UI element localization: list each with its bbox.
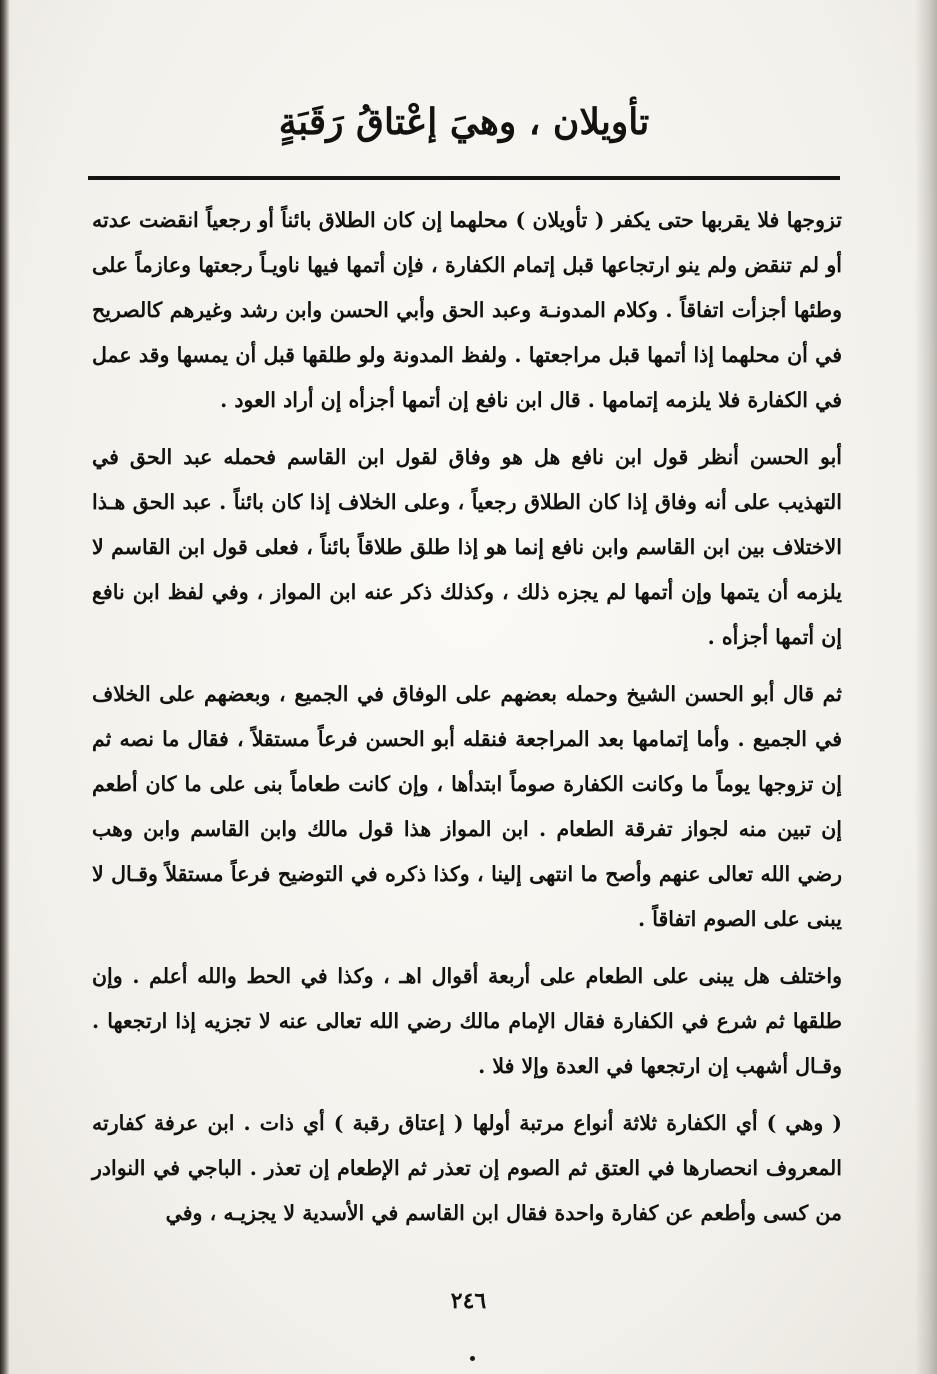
scan-speck: [470, 1356, 475, 1361]
page-left-shadow: [0, 0, 10, 1374]
page-body: [92, 198, 842, 1236]
paragraph-2: أبو الحسن أنظر قول ابن نافع هل هو وفاق لقول ابن القاسم فحمله عبد الحق في التهذيب على أنه وفاق إذا كان الطلاق رجعياً ، وعلى الخلاف إذا كان بائناً . عبد الحق هـذا الاختلاف بين ابن القاسم وابن نافع إنما هو إذا طلق طلاقاً بائناً ، فعلى قول ابن القاسم لا يلزمه أن يتمها وإن أتمها لم يجزه ذلك ، وكذلك ذكر عنه ابن المواز ، وفي لفظ ابن نافع إن أتمها أجزأه .: [92, 445, 842, 649]
paragraph-1: تزوجها فلا يقربها حتى يكفر ( تأويلان ) محلهما إن كان الطلاق بائناً أو رجعياً انقضت عدته أو لم تنقض ولم ينو ارتجاعها قبل إتمام الكفارة ، فإن أتمها فيها ناويـاً رجعتها وعازماً على وطئها أجزأت اتفاقاً . وكلام المدونـة وعبد الحق وأبي الحسن وابن رشد وغيرهم كالصريح في أن محلهما إذا أتمها قبل مراجعتها . ولفظ المدونة ولو طلقها قبل أن يمسها وقد عمل في الكفارة فلا يلزمه إتمامها . قال ابن نافع إن أتمها أجزأه إن أراد العود .: [92, 208, 842, 412]
page-header: [88, 92, 840, 152]
running-title: تأويلان ، وهيَ إعْتاقُ رَقَبَةٍ: [278, 101, 650, 143]
paragraph-5: ( وهي ) أي الكفارة ثلاثة أنواع مرتبة أولها ( إعتاق رقبة ) أي ذات . ابن عرفة كفارته المعروف انحصارها في العتق ثم الصوم إن تعذر ثم الإطعام إن تعذر . الباجي في النوادر من كسى وأطعم عن كفارة واحدة فقال ابن القاسم في الأسدية لا يجزيـه ، وفي: [92, 1111, 842, 1225]
header-rule: [88, 176, 840, 180]
paragraph-3: ثم قال أبو الحسن الشيخ وحمله بعضهم على الوفاق في الجميع ، وبعضهم على الخلاف في الجميع . وأما إتمامها بعد المراجعة فنقله أبو الحسن فرعاً مستقلاً ، فقال ما نصه ثم إن تزوجها يوماً ما وكانت الكفارة صوماً ابتدأها ، وإن كانت طعاماً بنى على ما كان أطعم إن تبين منه لجواز تفرقة الطعام . ابن المواز هذا قول مالك وابن القاسم وابن وهب رضي الله تعالى عنهم وأصح ما انتهى إلينا ، وكذا ذكره في التوضيح فرعاً مستقلاً وقـال لا يبنى على الصوم اتفاقاً .: [92, 682, 842, 931]
page-number: ٢٤٦: [450, 1288, 487, 1314]
paragraph-4: واختلف هل يبنى على الطعام على أربعة أقوال اهـ ، وكذا في الحط والله أعلم . وإن طلقها ثم شرع في الكفارة فقال الإمام مالك رضي الله تعالى عنه لا تجزيه إذا ارتجعها . وقـال أشهب إن ارتجعها في العدة وإلا فلا .: [92, 964, 842, 1078]
page-right-shadow: [915, 0, 937, 1374]
